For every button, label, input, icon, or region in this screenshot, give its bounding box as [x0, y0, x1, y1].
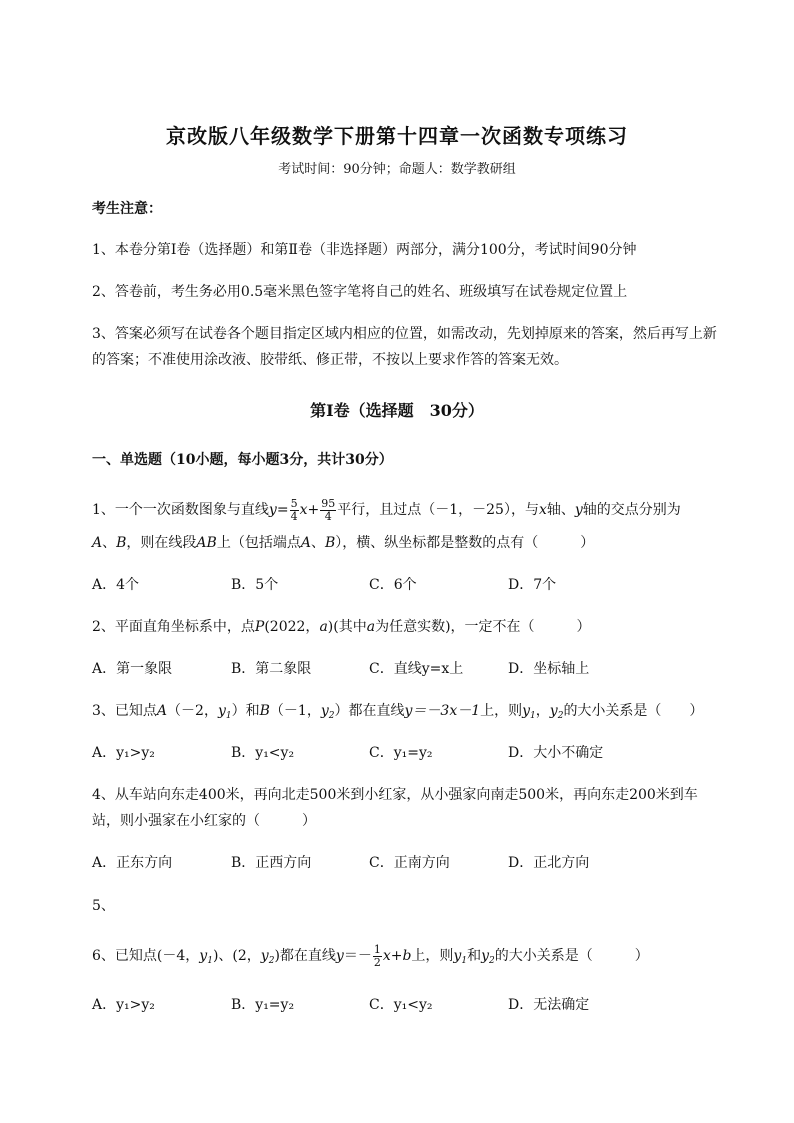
q2-option-d: D．坐标轴上	[508, 661, 590, 677]
q1-option-d: D．7个	[508, 577, 557, 593]
notice-item-3-line-2: 的答案；不准使用涂改液、胶带纸、修正带，不按以上要求作答的答案无效。	[92, 352, 568, 368]
q3-option-a: A．y₁>y₂	[92, 745, 155, 761]
q6-option-a: A．y₁>y₂	[92, 997, 155, 1013]
question-2: 2、平面直角坐标系中，点P(2022，a)(其中a为任意实数)，一定不在（ ）	[92, 619, 591, 635]
q1-option-c: C．6个	[369, 577, 417, 593]
q2-option-a: A．第一象限	[92, 661, 173, 677]
page-title: 京改版八年级数学下册第十四章一次函数专项练习	[166, 124, 628, 148]
notice-item-3-line-1: 3、答案必须写在试卷各个题目指定区域内相应的位置，如需改动，先划掉原来的答案，然后再写上新	[92, 326, 717, 342]
question-4-line-1: 4、从车站向东走400米，再向北走500米到小红家，从小强家向南走500米，再向东走200米到车	[92, 787, 698, 803]
fraction-5-4: $\frac{5}{4}$	[290, 496, 298, 523]
q2-option-c: C．直线y=x上	[369, 661, 464, 677]
section-title: 第I卷（选择题 30分）	[310, 401, 484, 420]
question-1-line-1: 1、一个一次函数图象与直线y= $\frac{5}{4}$ x+ $\frac{95}{4}$ 平行，且过点（－1，－25），与x轴、y轴的交点分别为	[92, 496, 681, 523]
question-3: 3、已知点A（－2，$y_1$）和B（－1，$y_2$）都在直线y＝－3x－1上，则$y_1$，$y_2$的大小关系是（ ）	[92, 703, 704, 721]
q3-option-c: C．y₁=y₂	[369, 745, 433, 761]
q4-option-a: A．正东方向	[92, 855, 173, 871]
question-6: 6、已知点(－4，$y_1$)、(2，$y_2$)都在直线y＝－ $\frac{1}{2}$ x+b上，则$y_1$和$y_2$的大小关系是（ ）	[92, 942, 649, 969]
notice-item-1: 1、本卷分第I卷（选择题）和第Ⅱ卷（非选择题）两部分，满分100分，考试时间90分钟	[92, 242, 637, 258]
fraction-1-2: $\frac{1}{2}$	[373, 942, 381, 969]
notice-item-2: 2、答卷前，考生务必用0.5毫米黑色签字笔将自己的姓名、班级填写在试卷规定位置上	[92, 284, 628, 300]
question-4-line-2: 站，则小强家在小红家的（ ）	[92, 813, 316, 829]
page-subtitle: 考试时间：90分钟；命题人：数学教研组	[278, 162, 516, 177]
q4-option-b: B．正西方向	[231, 855, 312, 871]
question-1-line-2: A、B，则在线段AB上（包括端点A、B），横、纵坐标都是整数的点有（ ）	[92, 535, 595, 551]
q4-option-c: C．正南方向	[369, 855, 450, 871]
q6-option-d: D．无法确定	[508, 997, 590, 1013]
question-5: 5、	[92, 898, 115, 914]
q1-option-b: B．5个	[231, 577, 279, 593]
q3-option-b: B．y₁<y₂	[231, 745, 295, 761]
q2-option-b: B．第二象限	[231, 661, 312, 677]
q6-option-c: C．y₁<y₂	[369, 997, 433, 1013]
q4-option-d: D．正北方向	[508, 855, 590, 871]
q6-option-b: B．y₁=y₂	[231, 997, 295, 1013]
fraction-95-4: $\frac{95}{4}$	[321, 496, 336, 523]
q3-option-d: D．大小不确定	[508, 745, 604, 761]
q1-option-a: A．4个	[92, 577, 140, 593]
part-heading: 一、单选题（10小题，每小题3分，共计30分）	[92, 452, 393, 468]
notice-heading: 考生注意：	[92, 201, 162, 217]
